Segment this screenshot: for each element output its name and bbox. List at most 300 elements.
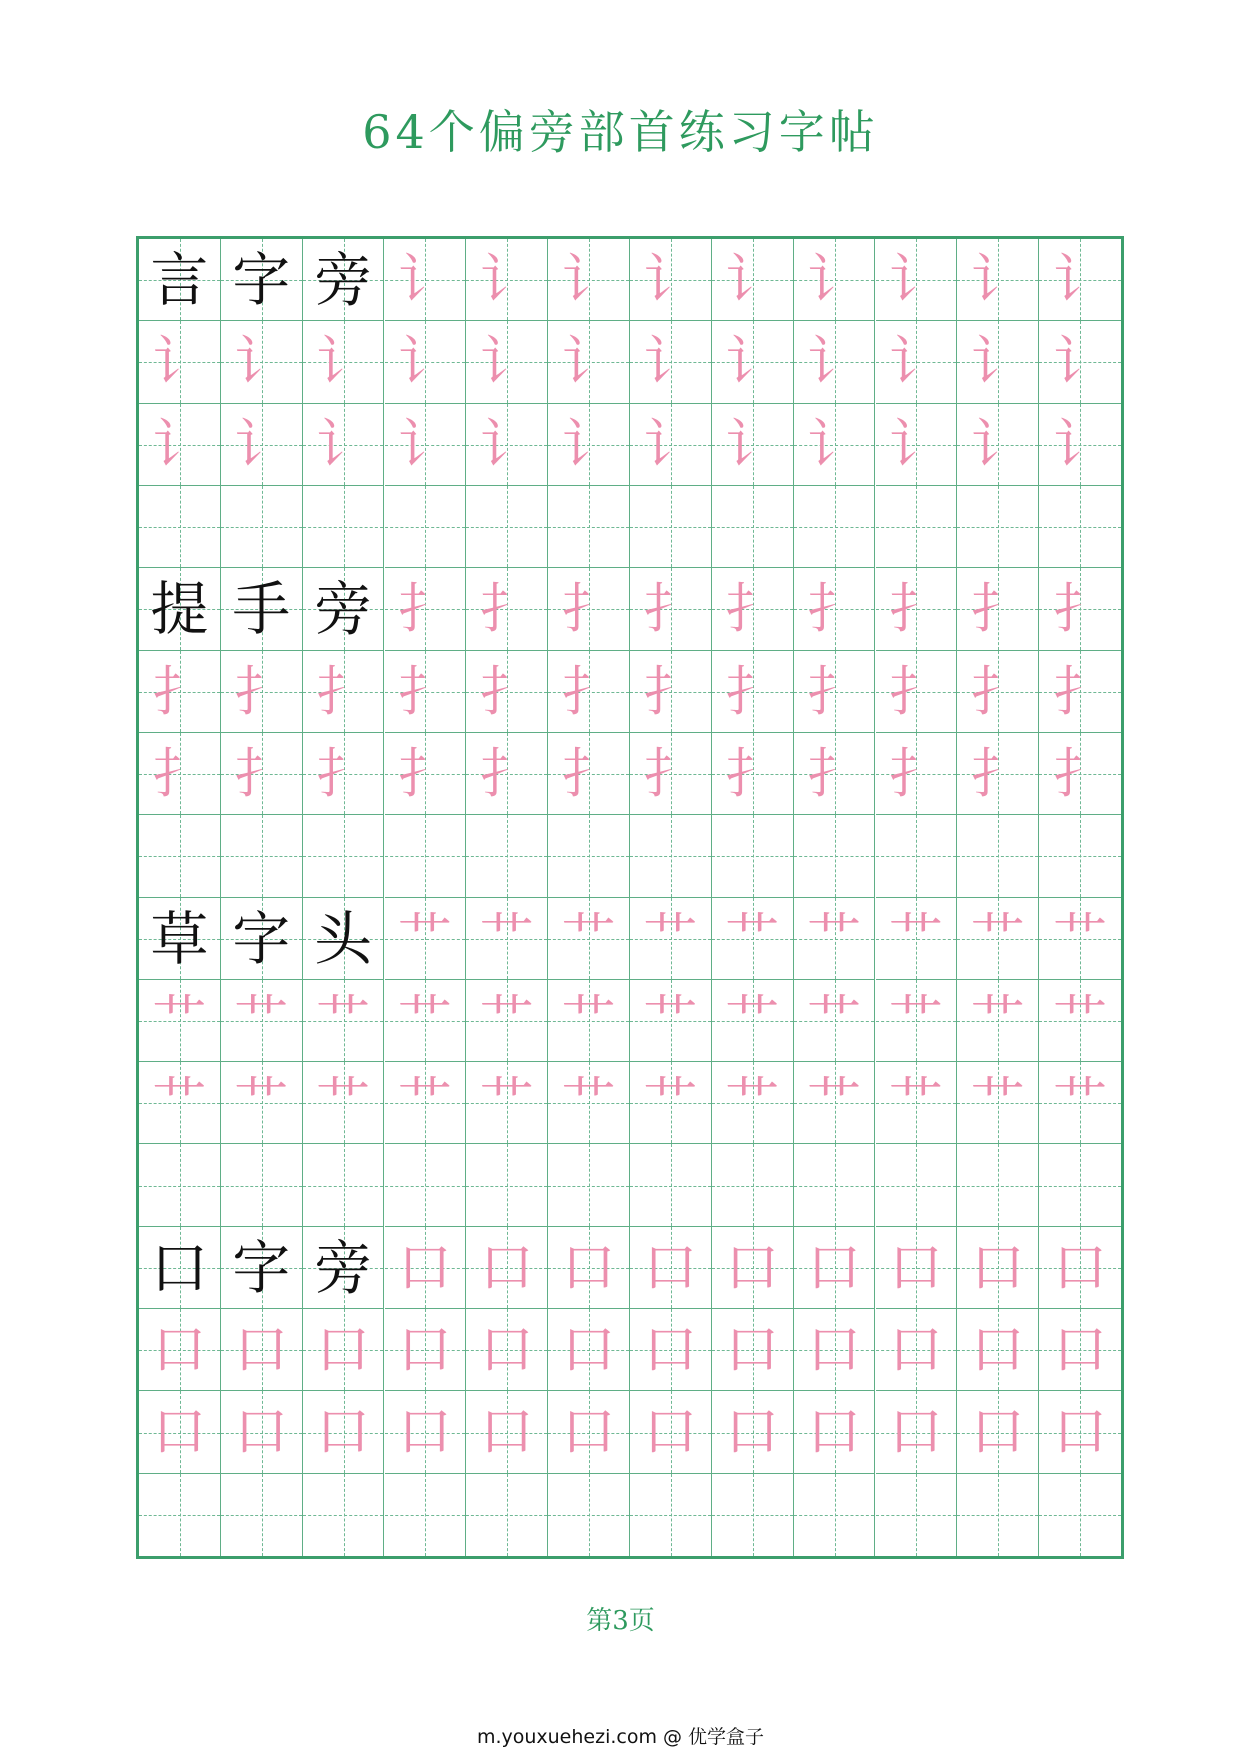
grid-cell: [712, 1309, 794, 1391]
grid-cell: [466, 815, 548, 897]
trace-radical-char: 扌: [888, 577, 943, 641]
grid-cell: [794, 1474, 876, 1556]
grid-cell: [139, 568, 221, 650]
guide-line-vertical: [262, 486, 263, 567]
grid-cell: [794, 898, 876, 980]
trace-radical-char: 扌: [888, 659, 943, 723]
trace-radical-char: 讠: [234, 412, 289, 476]
grid-cell: [139, 651, 221, 733]
trace-radical-char: 口: [643, 1400, 698, 1464]
grid-cell: [630, 404, 712, 486]
trace-radical-char: 艹: [316, 1071, 371, 1135]
grid-cell: [630, 1062, 712, 1144]
grid-cell: [139, 239, 221, 321]
guide-line-vertical: [180, 1474, 181, 1556]
grid-cell: [1039, 651, 1121, 733]
grid-cell: [466, 1309, 548, 1391]
grid-cell: [221, 568, 303, 650]
grid-cell: [794, 1144, 876, 1226]
grid-cell: [221, 1309, 303, 1391]
grid-cell: [221, 733, 303, 815]
trace-radical-char: 口: [888, 1235, 943, 1299]
trace-radical-char: 扌: [316, 659, 371, 723]
grid-cell: [466, 898, 548, 980]
trace-radical-char: 扌: [397, 741, 452, 805]
trace-radical-char: 艹: [479, 1071, 534, 1135]
grid-cell: [303, 239, 385, 321]
trace-radical-char: 艹: [479, 988, 534, 1052]
trace-radical-char: 艹: [643, 1071, 698, 1135]
trace-radical-char: 艹: [316, 988, 371, 1052]
grid-cell: [1039, 568, 1121, 650]
trace-radical-char: 扌: [479, 577, 534, 641]
radical-name-char: 旁: [314, 1233, 373, 1302]
radical-name-char: 口: [150, 1233, 209, 1302]
grid-cell: [303, 815, 385, 897]
trace-radical-char: 讠: [1053, 330, 1108, 394]
grid-cell: [139, 404, 221, 486]
grid-cell: [794, 980, 876, 1062]
grid-cell: [630, 321, 712, 403]
grid-cell: [630, 651, 712, 733]
practice-grid: [136, 236, 1124, 1559]
grid-cell: [712, 1474, 794, 1556]
radical-name-char: 提: [150, 575, 209, 644]
trace-radical-char: 扌: [643, 659, 698, 723]
grid-cell: [630, 568, 712, 650]
grid-cell: [466, 1474, 548, 1556]
grid-cell: [303, 1309, 385, 1391]
trace-radical-char: 艹: [643, 988, 698, 1052]
grid-cell: [221, 239, 303, 321]
grid-cell: [548, 733, 630, 815]
grid-cell: [712, 568, 794, 650]
trace-radical-char: 讠: [316, 330, 371, 394]
grid-cell: [466, 404, 548, 486]
trace-radical-char: 扌: [152, 741, 207, 805]
guide-line-vertical: [507, 1474, 508, 1556]
grid-cell: [712, 980, 794, 1062]
trace-radical-char: 口: [888, 1400, 943, 1464]
trace-radical-char: 讠: [397, 248, 452, 311]
trace-radical-char: 口: [152, 1400, 207, 1464]
radical-name-char: 草: [150, 904, 209, 973]
trace-radical-char: 讠: [970, 412, 1025, 476]
grid-cell: [1039, 1474, 1121, 1556]
grid-cell: [630, 898, 712, 980]
guide-line-vertical: [835, 815, 836, 896]
trace-radical-char: 讠: [561, 248, 616, 311]
grid-cell: [139, 1309, 221, 1391]
radical-name-char: 言: [150, 246, 209, 314]
trace-radical-char: 口: [643, 1318, 698, 1382]
trace-radical-char: 艹: [561, 988, 616, 1052]
trace-radical-char: 艹: [807, 1071, 862, 1135]
grid-cell: [466, 1062, 548, 1144]
grid-cell: [712, 651, 794, 733]
grid-cell: [221, 815, 303, 897]
trace-radical-char: 口: [725, 1318, 780, 1382]
grid-cell: [712, 404, 794, 486]
grid-cell: [385, 239, 467, 321]
trace-radical-char: 扌: [970, 741, 1025, 805]
grid-cell: [221, 651, 303, 733]
guide-line-vertical: [262, 815, 263, 896]
guide-line-vertical: [916, 815, 917, 896]
trace-radical-char: 扌: [397, 659, 452, 723]
grid-cell: [139, 1227, 221, 1309]
grid-cell: [385, 321, 467, 403]
guide-line-vertical: [262, 1474, 263, 1556]
grid-cell: [957, 1309, 1039, 1391]
trace-radical-char: 讠: [970, 330, 1025, 394]
grid-cell: [1039, 733, 1121, 815]
grid-cell: [139, 898, 221, 980]
guide-line-vertical: [425, 815, 426, 896]
trace-radical-char: 讠: [970, 248, 1025, 311]
grid-cell: [548, 898, 630, 980]
grid-cell: [794, 404, 876, 486]
grid-cell: [1039, 1309, 1121, 1391]
grid-cell: [303, 486, 385, 568]
grid-cell: [794, 1062, 876, 1144]
trace-radical-char: 艹: [807, 906, 862, 970]
grid-cell: [385, 486, 467, 568]
grid-cell: [139, 1144, 221, 1226]
trace-radical-char: 扌: [643, 741, 698, 805]
grid-cell: [466, 1391, 548, 1473]
trace-radical-char: 艹: [1053, 906, 1108, 970]
grid-cell: [548, 1227, 630, 1309]
grid-cell: [794, 1391, 876, 1473]
guide-line-vertical: [262, 1144, 263, 1225]
trace-radical-char: 讠: [643, 248, 698, 311]
guide-line-vertical: [998, 1144, 999, 1225]
grid-cell: [548, 1309, 630, 1391]
grid-cell: [139, 321, 221, 403]
grid-cell: [385, 1144, 467, 1226]
guide-line-vertical: [916, 1474, 917, 1556]
grid-cell: [548, 404, 630, 486]
grid-cell: [221, 980, 303, 1062]
trace-radical-char: 艹: [888, 988, 943, 1052]
trace-radical-char: 扌: [479, 741, 534, 805]
guide-line-vertical: [671, 486, 672, 567]
trace-radical-char: 口: [561, 1318, 616, 1382]
grid-cell: [957, 1062, 1039, 1144]
grid-cell: [712, 1391, 794, 1473]
grid-cell: [794, 239, 876, 321]
grid-cell: [1039, 815, 1121, 897]
trace-radical-char: 扌: [725, 577, 780, 641]
grid-cell: [712, 1144, 794, 1226]
trace-radical-char: 艹: [970, 988, 1025, 1052]
trace-radical-char: 讠: [479, 330, 534, 394]
grid-cell: [303, 980, 385, 1062]
trace-radical-char: 艹: [397, 988, 452, 1052]
grid-cell: [385, 1309, 467, 1391]
trace-radical-char: 扌: [234, 659, 289, 723]
grid-cell: [385, 898, 467, 980]
grid-cell: [466, 1227, 548, 1309]
grid-cell: [139, 1391, 221, 1473]
trace-radical-char: 讠: [807, 248, 862, 311]
grid-cell: [957, 486, 1039, 568]
grid-cell: [466, 651, 548, 733]
grid-cell: [876, 980, 958, 1062]
grid-cell: [876, 568, 958, 650]
grid-cell: [303, 1391, 385, 1473]
grid-cell: [630, 1227, 712, 1309]
grid-cell: [794, 651, 876, 733]
trace-radical-char: 口: [807, 1400, 862, 1464]
grid-cell: [221, 1144, 303, 1226]
grid-cell: [139, 486, 221, 568]
grid-cell: [548, 486, 630, 568]
grid-cell: [630, 1474, 712, 1556]
grid-cell: [466, 733, 548, 815]
guide-line-vertical: [589, 486, 590, 567]
grid-cell: [303, 321, 385, 403]
trace-radical-char: 扌: [643, 577, 698, 641]
trace-radical-char: 艹: [479, 906, 534, 970]
grid-cell: [794, 815, 876, 897]
page-title: 64个偏旁部首练习字帖: [362, 105, 879, 159]
trace-radical-char: 口: [1053, 1318, 1108, 1382]
grid-cell: [139, 980, 221, 1062]
guide-line-vertical: [589, 815, 590, 896]
trace-radical-char: 扌: [725, 659, 780, 723]
grid-cell: [630, 733, 712, 815]
trace-radical-char: 扌: [1053, 659, 1108, 723]
grid-cell: [876, 1062, 958, 1144]
trace-radical-char: 口: [397, 1235, 452, 1299]
trace-radical-char: 艹: [152, 1071, 207, 1135]
guide-line-vertical: [998, 1474, 999, 1556]
grid-cell: [303, 1062, 385, 1144]
grid-cell: [957, 1474, 1039, 1556]
trace-radical-char: 艹: [643, 906, 698, 970]
radical-name-char: 旁: [314, 246, 373, 314]
guide-line-vertical: [344, 1144, 345, 1225]
guide-line-vertical: [671, 815, 672, 896]
grid-cell: [466, 568, 548, 650]
grid-cell: [876, 1144, 958, 1226]
grid-cell: [957, 651, 1039, 733]
trace-radical-char: 讠: [643, 330, 698, 394]
grid-cell: [385, 1062, 467, 1144]
grid-cell: [548, 321, 630, 403]
grid-cell: [794, 568, 876, 650]
trace-radical-char: 讠: [807, 412, 862, 476]
guide-line-vertical: [425, 486, 426, 567]
grid-cell: [876, 486, 958, 568]
trace-radical-char: 口: [725, 1235, 780, 1299]
grid-cell: [876, 1227, 958, 1309]
grid-cell: [876, 404, 958, 486]
trace-radical-char: 扌: [807, 659, 862, 723]
trace-radical-char: 讠: [888, 330, 943, 394]
grid-cell: [1039, 321, 1121, 403]
grid-cell: [385, 651, 467, 733]
radical-name-char: 字: [232, 246, 291, 314]
trace-radical-char: 口: [1053, 1235, 1108, 1299]
trace-radical-char: 扌: [970, 659, 1025, 723]
trace-radical-char: 讠: [152, 330, 207, 394]
trace-radical-char: 讠: [561, 330, 616, 394]
grid-cell: [1039, 980, 1121, 1062]
grid-cell: [466, 239, 548, 321]
grid-cell: [1039, 898, 1121, 980]
grid-cell: [385, 980, 467, 1062]
trace-radical-char: 讠: [152, 412, 207, 476]
grid-cell: [712, 1227, 794, 1309]
guide-line-vertical: [671, 1474, 672, 1556]
grid-cell: [630, 1309, 712, 1391]
grid-cell: [221, 1062, 303, 1144]
grid-cell: [1039, 1227, 1121, 1309]
grid-cell: [957, 1391, 1039, 1473]
grid-cell: [139, 815, 221, 897]
guide-line-vertical: [753, 486, 754, 567]
grid-cell: [139, 1062, 221, 1144]
trace-radical-char: 讠: [888, 248, 943, 311]
grid-cell: [957, 1227, 1039, 1309]
guide-line-vertical: [589, 1144, 590, 1225]
guide-line-vertical: [425, 1144, 426, 1225]
trace-radical-char: 艹: [970, 906, 1025, 970]
grid-cell: [548, 1062, 630, 1144]
grid-cell: [303, 1474, 385, 1556]
guide-line-vertical: [1080, 1474, 1081, 1556]
grid-cell: [139, 1474, 221, 1556]
grid-cell: [876, 733, 958, 815]
radical-name-char: 旁: [314, 575, 373, 644]
grid-cell: [303, 404, 385, 486]
trace-radical-char: 口: [970, 1235, 1025, 1299]
guide-line-vertical: [344, 815, 345, 896]
guide-line-vertical: [507, 486, 508, 567]
grid-cell: [794, 1309, 876, 1391]
grid-cell: [630, 239, 712, 321]
trace-radical-char: 口: [397, 1400, 452, 1464]
grid-cell: [957, 239, 1039, 321]
grid-cell: [794, 486, 876, 568]
grid-cell: [1039, 239, 1121, 321]
radical-name-char: 手: [232, 575, 291, 644]
grid-cell: [876, 1309, 958, 1391]
radical-name-char: 头: [314, 904, 373, 973]
grid-cell: [221, 898, 303, 980]
guide-line-vertical: [998, 486, 999, 567]
grid-cell: [876, 1474, 958, 1556]
trace-radical-char: 口: [725, 1400, 780, 1464]
grid-cell: [1039, 1144, 1121, 1226]
grid-cell: [712, 815, 794, 897]
trace-radical-char: 讠: [397, 330, 452, 394]
trace-radical-char: 艹: [888, 906, 943, 970]
grid-cell: [303, 1227, 385, 1309]
grid-cell: [630, 815, 712, 897]
grid-cell: [876, 815, 958, 897]
grid-cell: [630, 486, 712, 568]
trace-radical-char: 口: [807, 1235, 862, 1299]
trace-radical-char: 口: [234, 1318, 289, 1382]
guide-line-vertical: [507, 815, 508, 896]
trace-radical-char: 扌: [725, 741, 780, 805]
grid-cell: [712, 898, 794, 980]
grid-cell: [630, 1144, 712, 1226]
trace-radical-char: 艹: [888, 1071, 943, 1135]
grid-cell: [876, 1391, 958, 1473]
grid-cell: [712, 1062, 794, 1144]
trace-radical-char: 扌: [807, 741, 862, 805]
grid-cell: [221, 1391, 303, 1473]
trace-radical-char: 口: [479, 1235, 534, 1299]
guide-line-vertical: [1080, 486, 1081, 567]
grid-cell: [221, 1227, 303, 1309]
trace-radical-char: 讠: [807, 330, 862, 394]
grid-cell: [957, 1144, 1039, 1226]
guide-line-vertical: [998, 815, 999, 896]
guide-line-vertical: [835, 486, 836, 567]
guide-line-vertical: [344, 1474, 345, 1556]
grid-cell: [303, 651, 385, 733]
trace-radical-char: 扌: [152, 659, 207, 723]
trace-radical-char: 口: [807, 1318, 862, 1382]
trace-radical-char: 扌: [561, 577, 616, 641]
guide-line-vertical: [180, 1144, 181, 1225]
trace-radical-char: 讠: [397, 412, 452, 476]
grid-cell: [385, 733, 467, 815]
grid-cell: [548, 1391, 630, 1473]
guide-line-vertical: [1080, 1144, 1081, 1225]
trace-radical-char: 艹: [152, 988, 207, 1052]
trace-radical-char: 口: [561, 1235, 616, 1299]
trace-radical-char: 讠: [888, 412, 943, 476]
grid-cell: [466, 1144, 548, 1226]
guide-line-vertical: [916, 1144, 917, 1225]
trace-radical-char: 艹: [1053, 988, 1108, 1052]
grid-cell: [712, 733, 794, 815]
trace-radical-char: 讠: [561, 412, 616, 476]
trace-radical-char: 口: [479, 1318, 534, 1382]
grid-cell: [548, 980, 630, 1062]
trace-radical-char: 口: [970, 1318, 1025, 1382]
grid-cell: [221, 1474, 303, 1556]
trace-radical-char: 艹: [725, 906, 780, 970]
grid-cell: [957, 568, 1039, 650]
grid-cell: [957, 733, 1039, 815]
grid-cell: [385, 815, 467, 897]
grid-cell: [303, 1144, 385, 1226]
trace-radical-char: 艹: [234, 988, 289, 1052]
guide-line-vertical: [753, 1474, 754, 1556]
grid-cell: [385, 568, 467, 650]
grid-cell: [876, 898, 958, 980]
trace-radical-char: 艹: [234, 1071, 289, 1135]
grid-cell: [221, 321, 303, 403]
trace-radical-char: 讠: [234, 330, 289, 394]
guide-line-vertical: [344, 486, 345, 567]
guide-line-vertical: [180, 486, 181, 567]
trace-radical-char: 扌: [397, 577, 452, 641]
grid-cell: [957, 898, 1039, 980]
trace-radical-char: 艹: [397, 1071, 452, 1135]
trace-radical-char: 艹: [561, 1071, 616, 1135]
grid-cell: [1039, 486, 1121, 568]
grid-cell: [794, 321, 876, 403]
